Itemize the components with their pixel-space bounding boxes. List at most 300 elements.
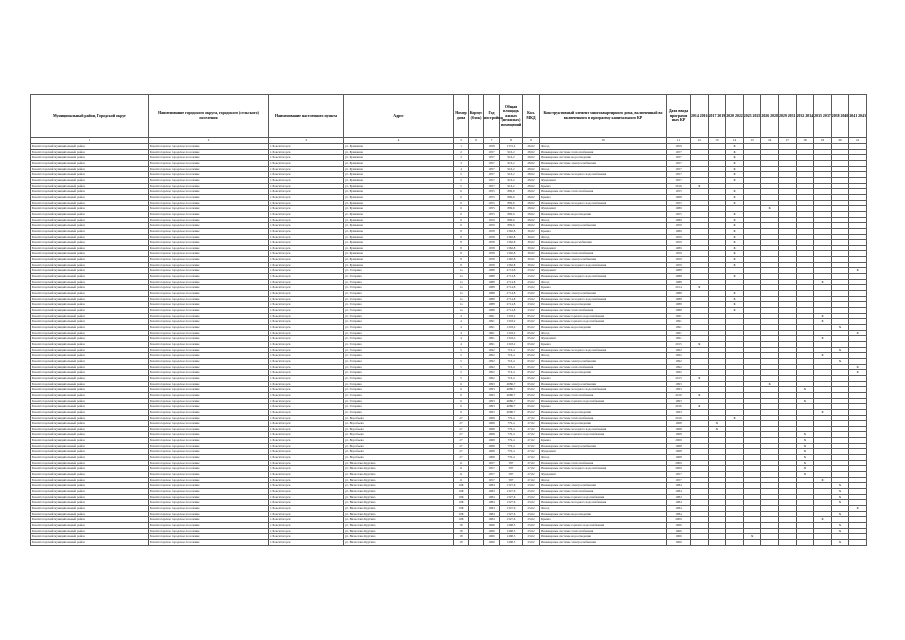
table-cell: 1991 (667, 313, 691, 319)
table-cell: 1318,2 (500, 336, 523, 342)
period-mark-cell: X (796, 432, 814, 438)
table-cell: 809,6 (500, 206, 523, 212)
table-cell: 8 (454, 245, 469, 251)
table-cell: 5 (454, 370, 469, 376)
table-cell: 1992 (667, 347, 691, 353)
period-mark-cell: X (691, 375, 709, 381)
column-header: Конструктивный элемент многоквартирного дома, включенный во включенного в программу капитального КР (540, 95, 667, 138)
table-cell: г. Бокситогорск (269, 432, 344, 438)
table-cell: Фундамент (540, 449, 667, 455)
table-cell: 1959 (484, 217, 500, 223)
table-cell: 1984 (484, 506, 500, 512)
table-cell: Бокситогорский муниципальный район (31, 240, 149, 246)
table-cell: 1957 (667, 172, 691, 178)
table-cell: 1988 (667, 268, 691, 274)
column-number: 21 (849, 138, 867, 144)
period-mark-cell: X (796, 398, 814, 404)
table-cell: г. Бокситогорск (269, 274, 344, 280)
period-mark-cell: X (814, 477, 832, 483)
table-cell: Бокситогорский муниципальный район (31, 268, 149, 274)
table-cell: 1993 (484, 409, 500, 415)
table-cell: 1327,6 (500, 511, 523, 517)
table-cell: Бокситогорский муниципальный район (31, 358, 149, 364)
table-cell: 1968 (484, 449, 500, 455)
table-cell: 28,62 (523, 172, 540, 178)
table-cell: 1989 (667, 217, 691, 223)
table-cell: ул. Гагарина (344, 364, 454, 370)
table-cell: ул. Гагарина (344, 319, 454, 325)
table-cell: 30,62 (523, 234, 540, 240)
table-cell: Инженерные системы теплоснабжения (540, 364, 667, 370)
table-cell: Инженерные системы водоотведения (540, 155, 667, 161)
table-cell: 716,4 (500, 353, 523, 359)
table-cell: Инженерные системы холодного водоснабжения (540, 387, 667, 393)
table-cell: Инженерные системы холодного водоснабжения (540, 296, 667, 302)
table-cell: Фундамент (540, 268, 667, 274)
table-cell: Инженерные системы водоотведения (540, 211, 667, 217)
period-mark-cell: X (726, 308, 744, 314)
table-cell: Фасад (540, 144, 667, 150)
period-mark-cell (814, 539, 832, 545)
table-cell: 1327,6 (500, 500, 523, 506)
table-cell: 1993 (484, 392, 500, 398)
table-cell: ул. Вячеслава Кругина (344, 506, 454, 512)
column-header: 2038 2040 (831, 95, 849, 138)
table-cell: 18 (454, 528, 469, 534)
table-cell: 23,62 (523, 500, 540, 506)
table-cell: Бокситогорский муниципальный район (31, 285, 149, 291)
table-cell: 1955 (484, 194, 500, 200)
table-cell: Инженерные системы водоотведения (540, 370, 667, 376)
table-cell: Бокситогорское городское поселение (149, 240, 269, 246)
table-cell: ул. Гагарина (344, 370, 454, 376)
table-cell: 23,62 (523, 522, 540, 528)
period-mark-cell: X (761, 381, 779, 387)
table-cell: Бокситогорский муниципальный район (31, 223, 149, 229)
table-cell: Бокситогорское городское поселение (149, 506, 269, 512)
table-cell: Фасад (540, 353, 667, 359)
period-mark-cell: X (726, 160, 744, 166)
column-number: 11 (667, 138, 691, 144)
table-cell: 1993 (667, 409, 691, 415)
column-number: 12 (691, 138, 709, 144)
table-cell: ул. Гагарина (344, 296, 454, 302)
table-cell: Бокситогорский муниципальный район (31, 353, 149, 359)
table-cell: 2714,8 (500, 291, 523, 297)
column-header: Муниципальный район, Городской округ (31, 95, 149, 138)
table-cell: ул. Воробьева (344, 449, 454, 455)
table-cell: 1991 (667, 325, 691, 331)
table-cell: Фундамент (540, 472, 667, 478)
table-cell: ул. Вячеслава Кругина (344, 460, 454, 466)
table-cell: Бокситогорский муниципальный район (31, 506, 149, 512)
table-cell: ул. Бумажная (344, 257, 454, 263)
table-cell: Бокситогорский муниципальный район (31, 228, 149, 234)
table-cell: 5 (454, 177, 469, 183)
table-cell: 1955 (484, 206, 500, 212)
period-mark-cell: X (726, 217, 744, 223)
column-header: Корпус (блок) (469, 95, 484, 138)
table-cell: 1957 (484, 155, 500, 161)
table-cell: 6 (454, 200, 469, 206)
table-cell: 8 (454, 234, 469, 240)
table-cell: 1992 (484, 370, 500, 376)
table-cell: ул. Гагарина (344, 392, 454, 398)
table-cell: 1988 (484, 308, 500, 314)
table-cell: ул. Бумажная (344, 206, 454, 212)
table-cell: 1966 (484, 534, 500, 540)
table-cell: Бокситогорское городское поселение (149, 166, 269, 172)
column-number: 10 (540, 138, 667, 144)
table-cell: 65,62 (523, 313, 540, 319)
table-cell: 28,62 (523, 189, 540, 195)
table-cell: ул. Вячеслава Кругина (344, 534, 454, 540)
table-cell: ул. Воробьева (344, 421, 454, 427)
table-cell: 28,62 (523, 194, 540, 200)
table-cell: ул. Бумажная (344, 183, 454, 189)
table-cell: Крыша (540, 517, 667, 523)
table-cell: 2016 (667, 183, 691, 189)
table-cell: 28,62 (523, 223, 540, 229)
table-cell: 10Б (454, 489, 469, 495)
table-cell: 10Б (454, 506, 469, 512)
table-cell: Инженерные системы электроснабжения (540, 539, 667, 545)
table-cell: 4 (454, 330, 469, 336)
table-cell: Бокситогорский муниципальный район (31, 375, 149, 381)
table-cell: Бокситогорское городское поселение (149, 500, 269, 506)
table-cell: 28,62 (523, 160, 540, 166)
table-cell: г. Бокситогорск (269, 415, 344, 421)
table-cell: 1968 (484, 426, 500, 432)
table-cell: 1984 (484, 511, 500, 517)
table-cell: ул. Гагарина (344, 302, 454, 308)
table-cell: Бокситогорское городское поселение (149, 313, 269, 319)
period-mark-cell: X (796, 387, 814, 393)
table-cell: 27 (454, 443, 469, 449)
table-cell: Бокситогорское городское поселение (149, 206, 269, 212)
table-cell: 1988 (667, 308, 691, 314)
table-cell: Бокситогорское городское поселение (149, 460, 269, 466)
table-cell: Инженерные системы теплоснабжения (540, 460, 667, 466)
table-cell: 1957 (484, 177, 500, 183)
table-cell: Бокситогорское городское поселение (149, 194, 269, 200)
period-mark-cell: X (814, 353, 832, 359)
table-cell: 1966 (484, 528, 500, 534)
table-cell: 1968 (667, 432, 691, 438)
table-cell: 1958 (484, 257, 500, 263)
table-cell: ул. Вячеслава Кругина (344, 477, 454, 483)
table-cell: Бокситогорский муниципальный район (31, 364, 149, 370)
table-cell: г. Бокситогорск (269, 336, 344, 342)
table-cell: Инженерные системы электроснабжения (540, 443, 667, 449)
table-cell: Бокситогорский муниципальный район (31, 539, 149, 545)
period-mark-cell: X (831, 522, 849, 528)
table-cell: 4 (454, 319, 469, 325)
period-mark-cell: X (849, 330, 867, 336)
table-cell: 1372,2 (500, 144, 523, 150)
table-cell: 2714,8 (500, 285, 523, 291)
table-cell: 1955 (484, 189, 500, 195)
table-cell: 10Б (454, 511, 469, 517)
period-mark-cell: X (849, 268, 867, 274)
period-mark-cell: X (726, 296, 744, 302)
period-mark-cell: X (796, 449, 814, 455)
table-cell: г. Бокситогорск (269, 392, 344, 398)
table-cell: 1318,2 (500, 330, 523, 336)
table-cell: 1991 (484, 325, 500, 331)
table-cell: г. Бокситогорск (269, 200, 344, 206)
table-cell: 1968 (667, 426, 691, 432)
table-cell: 1991 (667, 330, 691, 336)
table-cell: 1318,2 (500, 325, 523, 331)
table-cell: г. Бокситогорск (269, 149, 344, 155)
table-cell: г. Бокситогорск (269, 296, 344, 302)
table-cell: 779,4 (500, 443, 523, 449)
table-cell: Бокситогорское городское поселение (149, 477, 269, 483)
table-cell: 6 (454, 189, 469, 195)
table-cell: Инженерные системы электроснабжения (540, 381, 667, 387)
period-mark-cell: X (831, 539, 849, 545)
table-cell: 1958 (484, 144, 500, 150)
table-cell: 1957 (667, 155, 691, 161)
table-cell: Инженерные системы водоотведения (540, 511, 667, 517)
table-cell: 1959 (667, 257, 691, 263)
table-cell: 1957 (484, 477, 500, 483)
table-cell: г. Бокситогорск (269, 517, 344, 523)
table-cell: Фасад (540, 455, 667, 461)
table-cell: 4686,7 (500, 404, 523, 410)
table-cell: Бокситогорское городское поселение (149, 449, 269, 455)
table-cell: 1966 (667, 522, 691, 528)
table-cell: Бокситогорское городское поселение (149, 291, 269, 297)
period-mark-cell: X (726, 172, 744, 178)
column-header: Общая площадь жилых (нежилых) помещений (500, 95, 523, 138)
table-cell: ул. Гагарина (344, 341, 454, 347)
column-number: 1 (31, 138, 149, 144)
table-cell: Бокситогорское городское поселение (149, 421, 269, 427)
table-cell: 65,62 (523, 347, 540, 353)
table-cell: 1957 (484, 160, 500, 166)
table-cell: Бокситогорское городское поселение (149, 257, 269, 263)
table-cell: Бокситогорское городское поселение (149, 432, 269, 438)
table-cell: Бокситогорский муниципальный район (31, 279, 149, 285)
table-cell: г. Бокситогорск (269, 421, 344, 427)
table-cell: 1968 (484, 432, 500, 438)
period-mark-cell: X (726, 194, 744, 200)
table-cell: 916,2 (500, 177, 523, 183)
table-cell: 23,62 (523, 517, 540, 523)
table-cell: 65,62 (523, 330, 540, 336)
table-cell: Бокситогорский муниципальный район (31, 313, 149, 319)
table-cell: Бокситогорский муниципальный район (31, 426, 149, 432)
table-cell: 1а (454, 291, 469, 297)
table-cell: Крыша (540, 183, 667, 189)
period-mark-cell: X (726, 144, 744, 150)
table-cell: Инженерные системы холодного водоснабжения (540, 426, 667, 432)
table-cell: Бокситогорский муниципальный район (31, 330, 149, 336)
table-cell: ул. Гагарина (344, 274, 454, 280)
period-mark-cell: X (831, 325, 849, 331)
table-cell: г. Бокситогорск (269, 426, 344, 432)
table-cell: 1957 (667, 160, 691, 166)
table-cell: 2014 (667, 285, 691, 291)
table-cell: Бокситогорский муниципальный район (31, 336, 149, 342)
table-cell: Бокситогорское городское поселение (149, 398, 269, 404)
table-cell: 1966 (667, 528, 691, 534)
table-cell: 1992 (484, 358, 500, 364)
table-cell: Бокситогорский муниципальный район (31, 432, 149, 438)
column-header: Год постройки (484, 95, 500, 138)
table-cell: 1327,6 (500, 506, 523, 512)
table-cell: 1993 (667, 387, 691, 393)
table-cell: г. Бокситогорск (269, 279, 344, 285)
table-cell: Бокситогорский муниципальный район (31, 211, 149, 217)
table-cell: г. Бокситогорск (269, 160, 344, 166)
period-mark-cell: X (761, 206, 779, 212)
table-cell: 23,62 (523, 302, 540, 308)
table-cell: Бокситогорский муниципальный район (31, 177, 149, 183)
table-cell: Бокситогорский муниципальный район (31, 483, 149, 489)
table-cell: ул. Гагарина (344, 330, 454, 336)
table-cell: Бокситогорский муниципальный район (31, 296, 149, 302)
table-cell: 1984 (484, 494, 500, 500)
column-header: 2020 2022 (726, 95, 744, 138)
table-cell: г. Бокситогорск (269, 477, 344, 483)
table-cell: Бокситогорское городское поселение (149, 387, 269, 393)
table-cell: 10Б (454, 483, 469, 489)
table-cell: ул. Гагарина (344, 268, 454, 274)
table-cell: ул. Гагарина (344, 325, 454, 331)
table-cell: Инженерные системы электроснабжения (540, 160, 667, 166)
table-cell: 1966 (667, 539, 691, 545)
table-cell: 1955 (484, 211, 500, 217)
period-mark-cell: X (796, 460, 814, 466)
table-cell: 1327,6 (500, 494, 523, 500)
table-cell: г. Бокситогорск (269, 308, 344, 314)
table-cell: 2009 (667, 460, 691, 466)
table-cell: 11 (454, 466, 469, 472)
table-cell: 1957 (484, 460, 500, 466)
table-cell: г. Бокситогорск (269, 268, 344, 274)
period-mark-cell: X (726, 177, 744, 183)
table-cell: ул. Бумажная (344, 144, 454, 150)
table-cell: 1988 (667, 291, 691, 297)
table-cell: 27,62 (523, 415, 540, 421)
table-cell: Бокситогорский муниципальный район (31, 251, 149, 257)
table-cell: Бокситогорское городское поселение (149, 245, 269, 251)
table-cell: Бокситогорский муниципальный район (31, 155, 149, 161)
table-cell: 23,62 (523, 506, 540, 512)
table-cell: г. Бокситогорск (269, 472, 344, 478)
table-cell: г. Бокситогорск (269, 506, 344, 512)
table-cell: 4686,7 (500, 381, 523, 387)
table-cell: г. Бокситогорск (269, 511, 344, 517)
table-cell: 1318,2 (500, 313, 523, 319)
table-cell: 4 (454, 166, 469, 172)
column-header: 2029 2031 (778, 95, 796, 138)
table-cell: Бокситогорский муниципальный район (31, 291, 149, 297)
table-cell: Фундамент (540, 245, 667, 251)
table-cell: Бокситогорский муниципальный район (31, 511, 149, 517)
table-cell: 27 (454, 421, 469, 427)
table-cell: 1988 (484, 268, 500, 274)
table-cell: 1992 (484, 347, 500, 353)
table-cell: 27,62 (523, 432, 540, 438)
table-cell: Бокситогорский муниципальный район (31, 398, 149, 404)
table-cell: 23,62 (523, 268, 540, 274)
table-cell: 27,62 (523, 477, 540, 483)
table-cell: Бокситогорский муниципальный район (31, 460, 149, 466)
table-cell: Бокситогорский муниципальный район (31, 341, 149, 347)
table-cell: 1327,6 (500, 483, 523, 489)
table-cell: 27,62 (523, 438, 540, 444)
table-cell: 8 (454, 240, 469, 246)
period-mark-cell: X (796, 472, 814, 478)
table-cell: Бокситогорское городское поселение (149, 160, 269, 166)
table-cell: г. Бокситогорск (269, 291, 344, 297)
table-cell: 28,62 (523, 177, 540, 183)
table-cell: 6 (454, 398, 469, 404)
column-header: 2023 2025 (743, 95, 761, 138)
table-cell: г. Бокситогорск (269, 539, 344, 545)
table-cell: 5 (454, 375, 469, 381)
table-cell: г. Бокситогорск (269, 494, 344, 500)
table-cell: Инженерные системы водоотведения (540, 325, 667, 331)
column-header: 2014 2016 (691, 95, 709, 138)
table-cell: ул. Воробьева (344, 432, 454, 438)
table-cell: 779,4 (500, 421, 523, 427)
table-cell: 28,62 (523, 200, 540, 206)
table-cell: Крыша (540, 341, 667, 347)
table-cell: 809,6 (500, 194, 523, 200)
table-cell: г. Бокситогорск (269, 251, 344, 257)
table-cell: 779,4 (500, 438, 523, 444)
table-cell: 2714,8 (500, 302, 523, 308)
table-cell: 1957 (484, 172, 500, 178)
table-cell: 1468,5 (500, 522, 523, 528)
table-cell: 1984 (667, 500, 691, 506)
table-cell: Инженерные системы теплоснабжения (540, 489, 667, 495)
table-cell: Бокситогорский муниципальный район (31, 206, 149, 212)
table-cell: 587 (500, 460, 523, 466)
table-cell: 2009 (667, 517, 691, 523)
table-cell: Фасад (540, 330, 667, 336)
table-cell: Бокситогорский муниципальный район (31, 421, 149, 427)
table-cell: ул. Бумажная (344, 211, 454, 217)
table-cell: Фасад (540, 234, 667, 240)
table-cell: 2714,8 (500, 268, 523, 274)
table-cell: 6 (454, 211, 469, 217)
table-cell: ул. Гагарина (344, 358, 454, 364)
table-cell: Бокситогорское городское поселение (149, 528, 269, 534)
table-cell: Бокситогорский муниципальный район (31, 183, 149, 189)
table-cell: Бокситогорское городское поселение (149, 274, 269, 280)
table-cell: 4 (454, 313, 469, 319)
table-cell: Бокситогорский муниципальный район (31, 438, 149, 444)
table-cell: 1966 (484, 522, 500, 528)
table-cell: 1993 (484, 398, 500, 404)
table-cell: ул. Бумажная (344, 228, 454, 234)
table-cell: 1362,8 (500, 245, 523, 251)
table-cell: Бокситогорское городское поселение (149, 438, 269, 444)
table-cell: Бокситогорский муниципальный район (31, 528, 149, 534)
table-cell: Бокситогорский муниципальный район (31, 477, 149, 483)
table-cell: г. Бокситогорск (269, 528, 344, 534)
table-cell: 5 (454, 172, 469, 178)
column-header: 2041 2043 (849, 95, 867, 138)
table-cell: Бокситогорское городское поселение (149, 183, 269, 189)
table-cell: ул. Гагарина (344, 353, 454, 359)
